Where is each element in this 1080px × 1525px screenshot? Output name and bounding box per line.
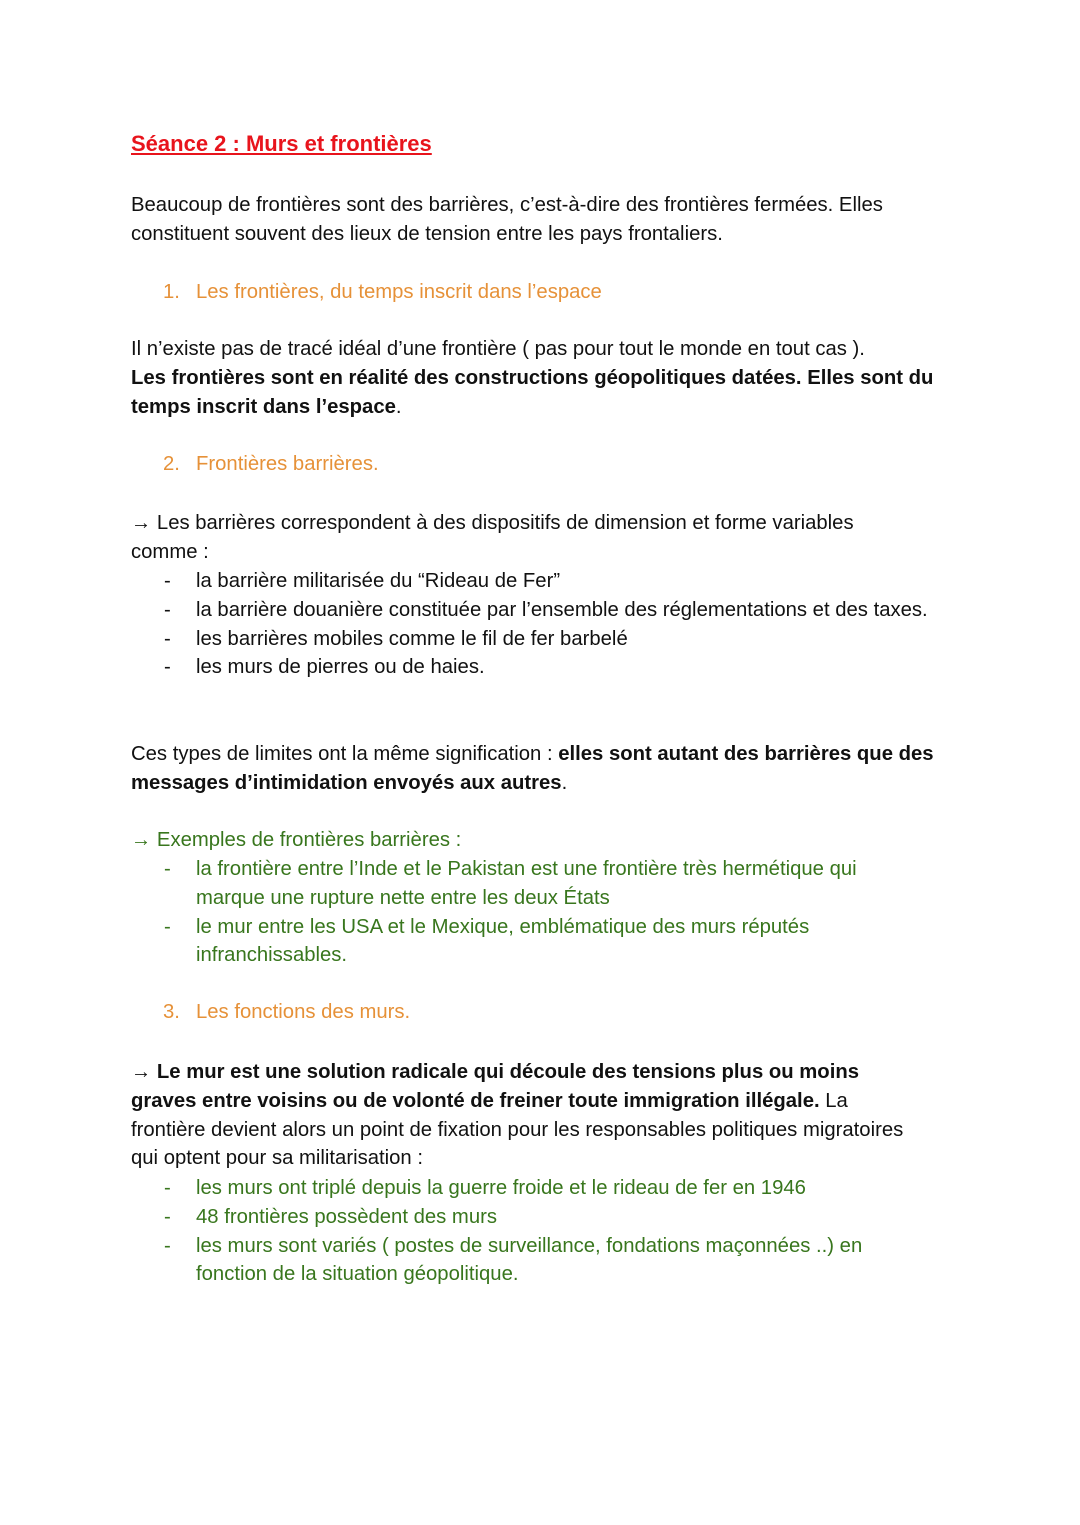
list-item — [131, 855, 931, 913]
page-title: Séance 2 : Murs et frontières — [131, 131, 432, 156]
list-item-text: les barrières mobiles comme le fil de fer barbelé — [196, 627, 628, 650]
bullet-dash: - — [164, 598, 171, 621]
section-1-heading — [163, 278, 989, 307]
section-2-intro: → Les barrières correspondent à des dispositifs de dimension et forme variables comme : — [131, 512, 854, 563]
bold-text: Les frontières sont en réalité des constructions géopolitiques datées. Elles sont du temps inscrit dans l’espace — [131, 366, 934, 418]
section-number: 1. — [163, 281, 180, 303]
bullet-dash: - — [164, 915, 171, 938]
section-2-conclusion — [131, 740, 957, 798]
bullet-dash: - — [164, 1205, 171, 1228]
section-number: 2. — [163, 453, 180, 475]
plain-text: La frontière devient alors un point de fixation pour les responsables politiques migratoires qui optent pour sa militarisation : — [131, 1089, 904, 1170]
list-item-text: la frontière entre l’Inde et le Pakistan est une frontière très hermétique qui marque une rupture nette entre les deux États — [196, 858, 857, 909]
list-item — [131, 1174, 931, 1203]
list-item — [131, 1203, 931, 1232]
list-item-text: les murs sont variés ( postes de surveillance, fondations maçonnées ..) en fonction de la situation géopolitique. — [196, 1234, 863, 1286]
section-3-text — [131, 1058, 921, 1173]
walls-list — [131, 1174, 931, 1289]
bullet-dash: - — [164, 627, 171, 650]
list-item — [131, 913, 931, 971]
list-item-text: les murs ont triplé depuis la guerre froide et le rideau de fer en 1946 — [196, 1177, 806, 1199]
plain-text: Ces types de limites ont la même signification : — [131, 743, 559, 765]
examples-list — [131, 855, 931, 970]
list-item-text: la barrière douanière constituée par l’ensemble des réglementations et des taxes. — [196, 598, 928, 621]
list-item — [131, 653, 957, 682]
section-2-heading — [163, 450, 989, 479]
list-item — [131, 596, 957, 625]
list-item — [131, 567, 957, 596]
section-number: 3. — [163, 1001, 180, 1023]
bold-text: elles sont autant des barrières que des messages d’intimidation envoyés aux autres — [131, 743, 934, 794]
list-item-text: le mur entre les USA et le Mexique, emblématique des murs réputés infranchissables. — [196, 915, 810, 967]
plain-text: Il n’existe pas de tracé idéal d’une frontière ( pas pour tout le monde en tout cas ). — [131, 338, 865, 360]
bullet-dash: - — [164, 656, 171, 679]
list-item — [131, 1232, 931, 1290]
bullet-dash: - — [164, 858, 171, 880]
intro-paragraph: Beaucoup de frontières sont des barrières, c’est-à-dire des frontières fermées. Elles constituent souvent des lieux de tension entre les pays frontaliers. — [131, 194, 883, 245]
bullet-dash: - — [164, 570, 171, 592]
barriers-list — [131, 567, 957, 682]
list-item — [131, 625, 957, 654]
bullet-dash: - — [164, 1177, 171, 1199]
section-heading-text: Frontières barrières. — [196, 453, 379, 475]
section-3-heading — [163, 998, 989, 1027]
list-item-text: la barrière militarisée du “Rideau de Fer” — [196, 570, 561, 592]
plain-text: . — [561, 771, 568, 794]
bullet-dash: - — [164, 1234, 171, 1257]
section-heading-text: Les frontières, du temps inscrit dans l’espace — [196, 281, 602, 303]
bold-text: → Le mur est une solution radicale qui découle des tensions plus ou moins graves entre voisins ou de volonté de freiner toute immigration illégale. — [131, 1061, 859, 1112]
list-item-text: les murs de pierres ou de haies. — [196, 656, 485, 679]
list-item-text: 48 frontières possèdent des murs — [196, 1205, 498, 1228]
plain-text: . — [395, 395, 402, 418]
examples-intro: → Exemples de frontières barrières : — [131, 829, 462, 851]
section-heading-text: Les fonctions des murs. — [196, 1001, 411, 1023]
section-1-text — [131, 335, 957, 421]
